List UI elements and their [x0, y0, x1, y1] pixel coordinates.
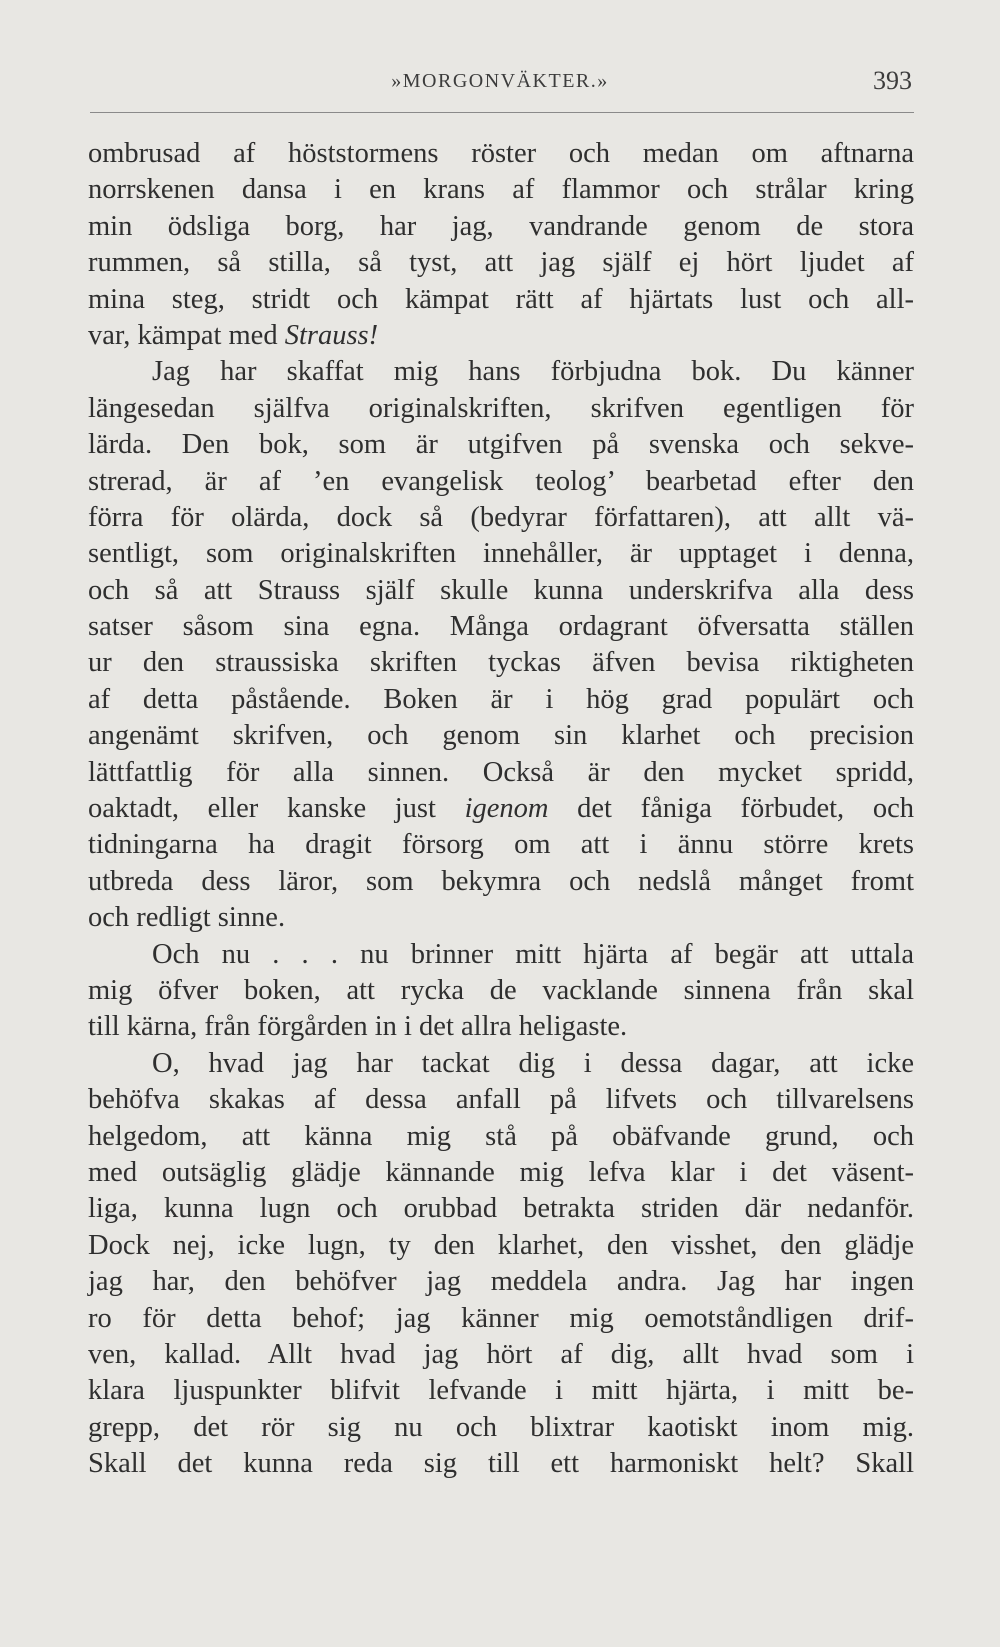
text-line: [88, 1119, 914, 1155]
text-line: [88, 973, 914, 1009]
text-segment: mina steg, stridt och kämpat rätt af hjärtats lust och all-: [88, 283, 914, 315]
text-line: [88, 609, 914, 645]
text-line: [88, 900, 914, 936]
text-line: [88, 1264, 914, 1300]
text-line: [88, 1337, 914, 1373]
text-segment: ven, kallad. Allt hvad jag hört af dig, allt hvad som i: [88, 1338, 914, 1370]
text-segment: och redligt sinne.: [88, 902, 286, 934]
text-segment: förra för olärda, dock så (bedyrar författaren), att allt vä-: [88, 501, 914, 533]
text-line: [88, 136, 914, 172]
text-line: [88, 755, 914, 791]
text-line: [88, 427, 914, 463]
text-line: [88, 464, 914, 500]
text-line: [88, 536, 914, 572]
italic-text: Strauss!: [284, 319, 379, 351]
running-title: »MORGONVÄKTER.»: [391, 70, 609, 92]
text-line: [88, 791, 914, 827]
text-segment: lärda. Den bok, som är utgifven på svenska och sekve-: [88, 429, 914, 461]
text-segment: O, hvad jag har tackat dig i dessa dagar, att icke: [152, 1047, 914, 1079]
text-line: [88, 1228, 914, 1264]
text-segment: min ödsliga borg, har jag, vandrande genom de stora: [88, 210, 914, 242]
text-segment: längesedan själfva originalskriften, skrifven egentligen för: [88, 392, 914, 424]
text-line: [88, 573, 914, 609]
text-segment: strerad, är af ’en evangelisk teolog’ bearbetad efter den: [88, 465, 914, 497]
text-segment: sentligt, som originalskriften innehåller, är upptaget i denna,: [88, 538, 914, 570]
text-segment: jag har, den behöfver jag meddela andra. Jag har ingen: [88, 1266, 914, 1298]
text-line: [88, 282, 914, 318]
text-line: [88, 354, 914, 390]
text-segment: tidningarna ha dragit försorg om att i ännu större krets: [88, 829, 914, 861]
text-segment: behöfva skakas af dessa anfall på lifvets och tillvarelsens: [88, 1084, 914, 1116]
text-line: [88, 245, 914, 281]
text-line: [88, 1301, 914, 1337]
text-line: [88, 1009, 914, 1045]
text-segment: rummen, så stilla, så tyst, att jag själf ej hört ljudet af: [88, 247, 914, 279]
text-segment: klara ljuspunkter blifvit lefvande i mitt hjärta, i mitt be-: [88, 1375, 914, 1407]
text-segment: angenämt skrifven, och genom sin klarhet och precision: [88, 720, 914, 752]
text-segment: Skall det kunna reda sig till ett harmoniskt helt? Skall: [88, 1448, 914, 1480]
text-segment: liga, kunna lugn och orubbad betrakta striden där nedanför.: [88, 1193, 914, 1225]
text-segment: det fåniga förbudet, och: [548, 793, 914, 825]
text-segment: ro för detta behof; jag känner mig oemotståndligen drif-: [88, 1302, 914, 1334]
body-text: [88, 136, 914, 1482]
text-segment: Jag har skaffat mig hans förbjudna bok. Du känner: [152, 356, 914, 388]
text-line: [88, 1155, 914, 1191]
text-segment: satser såsom sina egna. Många ordagrant öfversatta ställen: [88, 611, 914, 643]
text-segment: Och nu . . . nu brinner mitt hjärta af begär att uttala: [152, 938, 914, 970]
text-segment: oaktadt, eller kanske just: [88, 793, 465, 825]
text-segment: Dock nej, icke lugn, ty den klarhet, den visshet, den glädje: [88, 1229, 914, 1261]
text-line: [88, 391, 914, 427]
text-line: [88, 1373, 914, 1409]
text-segment: norrskenen dansa i en krans af flammor och strålar kring: [88, 174, 914, 206]
text-segment: med outsäglig glädje kännande mig lefva klar i det väsent-: [88, 1156, 914, 1188]
text-segment: ombrusad af höststormens röster och medan om aftnarna: [88, 138, 914, 169]
text-line: [88, 718, 914, 754]
text-line: [88, 1191, 914, 1227]
header-rule: [90, 112, 914, 113]
text-line: [88, 500, 914, 536]
text-segment: till kärna, från förgården in i det allra heligaste.: [88, 1011, 628, 1043]
text-line: [88, 318, 914, 354]
italic-text: igenom: [464, 793, 549, 825]
text-segment: af detta påstående. Boken är i hög grad populärt och: [88, 683, 914, 715]
text-line: [88, 827, 914, 863]
text-line: [88, 937, 914, 973]
text-line: [88, 1446, 914, 1482]
page-number: 393: [873, 66, 912, 95]
text-segment: lättfattlig för alla sinnen. Också är den mycket spridd,: [88, 756, 914, 788]
text-line: [88, 682, 914, 718]
text-line: [88, 1046, 914, 1082]
text-segment: och så att Strauss själf skulle kunna underskrifva alla dess: [88, 574, 914, 606]
text-segment: ur den straussiska skriften tyckas äfven bevisa riktigheten: [88, 647, 914, 679]
text-line: [88, 645, 914, 681]
text-segment: utbreda dess läror, som bekymra och nedslå månget fromt: [88, 865, 914, 897]
running-head: [88, 62, 912, 102]
text-line: [88, 1082, 914, 1118]
text-segment: grepp, det rör sig nu och blixtrar kaotiskt inom mig.: [88, 1411, 914, 1443]
text-segment: helgedom, att känna mig stå på obäfvande grund, och: [88, 1120, 914, 1152]
text-line: [88, 172, 914, 208]
text-line: [88, 1410, 914, 1446]
text-line: [88, 864, 914, 900]
text-segment: var, kämpat med: [88, 319, 285, 351]
text-segment: mig öfver boken, att rycka de vacklande sinnena från skal: [88, 974, 914, 1006]
text-line: [88, 209, 914, 245]
